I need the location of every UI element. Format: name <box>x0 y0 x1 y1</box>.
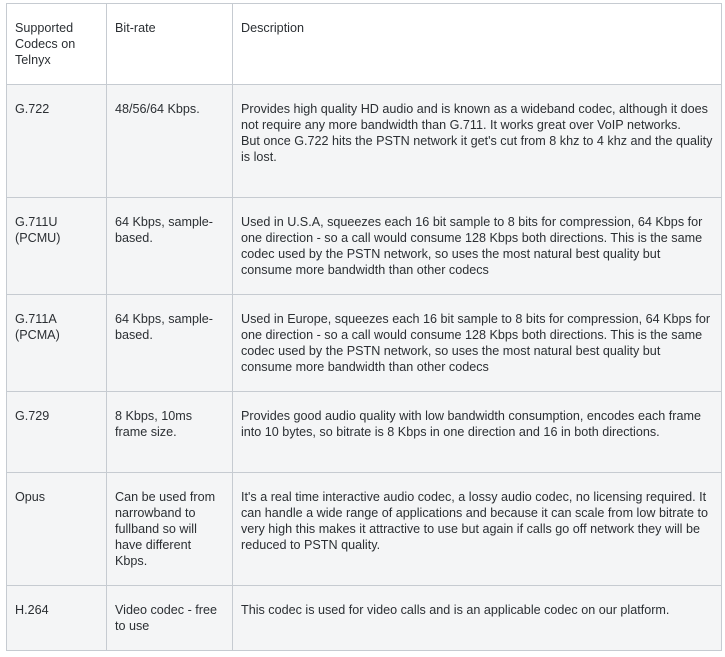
codec-cell: G.711U (PCMU) <box>7 198 107 295</box>
description-cell <box>233 198 722 295</box>
table-row <box>7 392 722 473</box>
header-description: Description <box>233 4 722 85</box>
table-row <box>7 295 722 392</box>
codec-cell: G.711A (PCMA) <box>7 295 107 392</box>
codec-cell: G.729 <box>7 392 107 473</box>
description-cell <box>233 295 722 392</box>
table-row <box>7 473 722 586</box>
codec-cell: Opus <box>7 473 107 586</box>
codec-cell: G.722 <box>7 85 107 198</box>
codec-cell: H.264 <box>7 586 107 651</box>
table-row <box>7 586 722 651</box>
description-cell <box>233 586 722 651</box>
description-text: Provides good audio quality with low bandwidth consumption, encodes each frame into 10 bytes, so bitrate is 8 Kbps in one direction and 16 in both directions. <box>241 409 701 439</box>
description-text: But once G.722 hits the PSTN network it get's cut from 8 khz to 4 khz and the quality is lost. <box>241 134 713 164</box>
description-text: Provides high quality HD audio and is known as a wideband codec, although it does not require any more bandwidth than G.711. It works great over VoIP networks. <box>241 102 708 132</box>
codecs-table <box>6 3 722 651</box>
table-row <box>7 85 722 198</box>
description-cell <box>233 473 722 586</box>
description-cell <box>233 392 722 473</box>
description-text: Used in Europe, squeezes each 16 bit sample to 8 bits for compression, 64 Kbps for one direction - so a call would consume 128 Kbps both directions. This is the same codec used by the PSTN network, so uses the most natural best quality but consume more bandwidth than other codecs <box>241 312 711 374</box>
table-row <box>7 198 722 295</box>
bitrate-cell: 48/56/64 Kbps. <box>107 85 233 198</box>
bitrate-cell: 64 Kbps, sample-based. <box>107 295 233 392</box>
header-codec: Supported Codecs on Telnyx <box>7 4 107 85</box>
bitrate-cell: Video codec - free to use <box>107 586 233 651</box>
bitrate-cell: 8 Kbps, 10ms frame size. <box>107 392 233 473</box>
description-text: This codec is used for video calls and is an applicable codec on our platform. <box>241 603 670 617</box>
header-bitrate: Bit-rate <box>107 4 233 85</box>
bitrate-cell: 64 Kbps, sample-based. <box>107 198 233 295</box>
description-text: Used in U.S.A, squeezes each 16 bit sample to 8 bits for compression, 64 Kbps for one direction - so a call would consume 128 Kbps both directions. This is the same codec used by the PSTN network, so uses the most natural best quality but consume more bandwidth than other codecs <box>241 215 703 277</box>
description-cell <box>233 85 722 198</box>
bitrate-cell: Can be used from narrowband to fullband so will have different Kbps. <box>107 473 233 586</box>
description-text: It's a real time interactive audio codec, a lossy audio codec, no licensing required. It can handle a wide range of applications and because it can scale from low bitrate to very high this makes it attractive to use but again if calls go off network they will be reduced to PSTN quality. <box>241 490 708 552</box>
table-header-row <box>7 4 722 85</box>
